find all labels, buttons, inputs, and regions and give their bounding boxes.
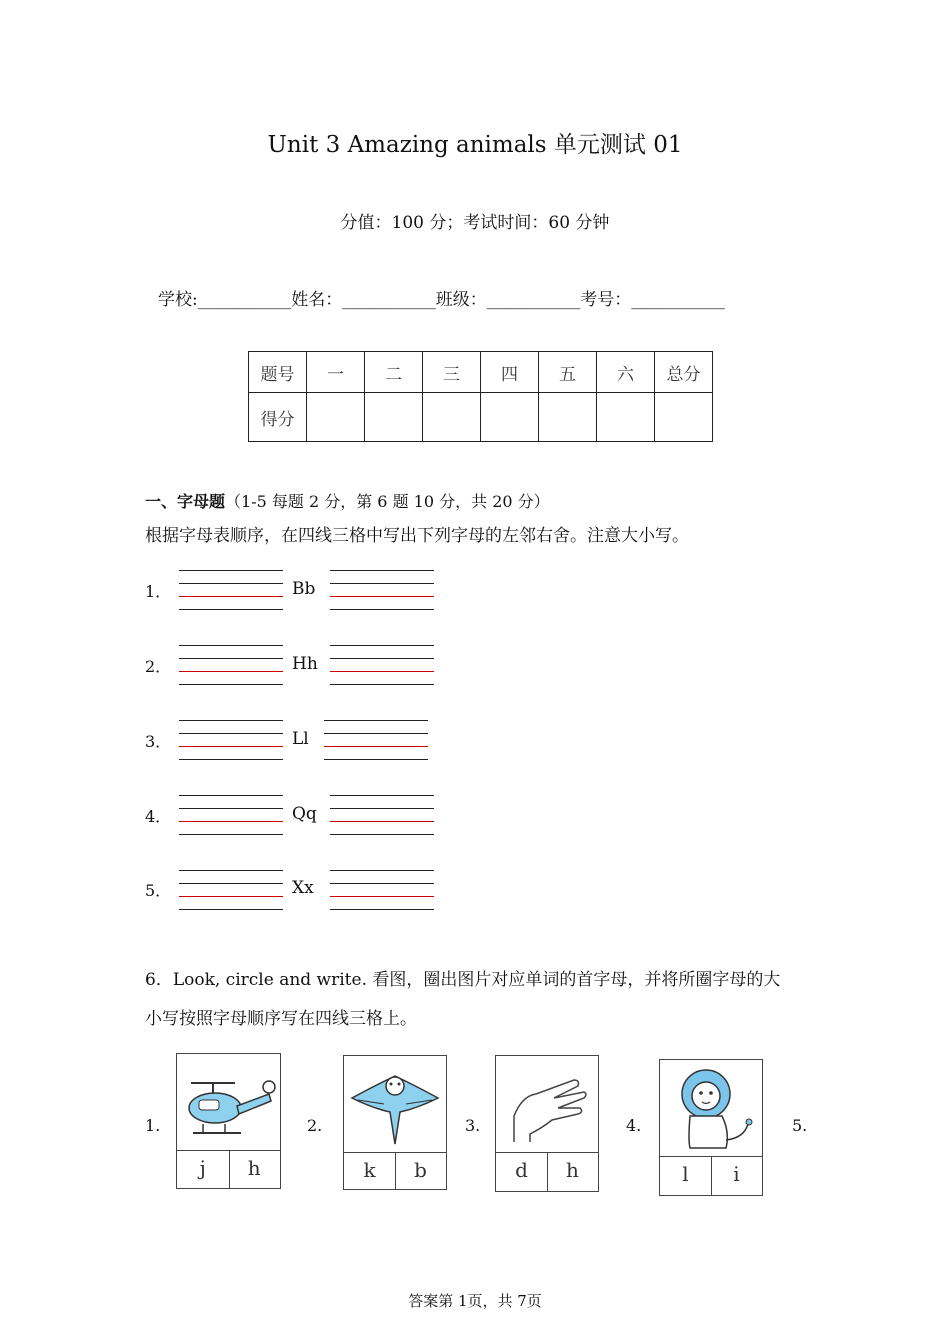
four-line-grid[interactable]: [179, 645, 283, 685]
score-table: [248, 351, 713, 442]
four-line-grid[interactable]: [330, 795, 434, 835]
item-number: 4．: [145, 807, 172, 826]
four-line-grid[interactable]: [324, 720, 428, 760]
hand-icon: [496, 1056, 598, 1153]
item-number: 2．: [145, 657, 172, 676]
kite-icon: [344, 1056, 446, 1153]
picture-number: 3.: [465, 1116, 481, 1135]
picture-number: 5.: [792, 1116, 808, 1135]
four-line-grid[interactable]: [179, 795, 283, 835]
circle-choice-left[interactable]: j: [177, 1150, 230, 1188]
picture-number: 1.: [145, 1116, 161, 1135]
q6-instruction-line1: 6．Look, circle and write. 看图，圈出图片对应单词的首字母，并将所圈字母的大: [145, 970, 781, 990]
four-line-grid[interactable]: [179, 870, 283, 910]
score-table-header-row: [249, 352, 713, 393]
picture-card: [659, 1059, 763, 1196]
circle-choice-right[interactable]: h: [247, 1156, 261, 1180]
picture-card: [495, 1055, 599, 1192]
score-input-cell[interactable]: [481, 393, 539, 442]
score-input-cell[interactable]: [423, 393, 481, 442]
score-input-cell[interactable]: [597, 393, 655, 442]
score-input-cell[interactable]: [539, 393, 597, 442]
score-header-cell: 四: [481, 352, 539, 393]
score-header-cell: 二: [365, 352, 423, 393]
student-info-line: 学校:___________姓名：___________班级：___________考号：___________: [158, 290, 725, 310]
section-instruction: 根据字母表顺序，在四线三格中写出下列字母的左邻右舍。注意大小写。: [145, 526, 689, 546]
circle-choice-right[interactable]: h: [566, 1158, 579, 1182]
lion-icon: [660, 1060, 762, 1157]
score-header-cell: 六: [597, 352, 655, 393]
picture-card: [176, 1053, 281, 1189]
score-input-cell[interactable]: [365, 393, 423, 442]
picture-number: 4.: [626, 1116, 642, 1135]
circle-choice-left[interactable]: d: [496, 1152, 548, 1191]
circle-choice-left[interactable]: k: [344, 1152, 396, 1189]
helicopter-icon: [177, 1054, 280, 1151]
score-header-cell: 总分: [655, 352, 713, 393]
four-line-grid[interactable]: [179, 570, 283, 610]
section-heading-title: 一、字母题: [145, 492, 226, 511]
page-footer: 答案第 1页，共 7页: [408, 1292, 542, 1310]
picture-number: 2.: [307, 1116, 323, 1135]
item-number: 1．: [145, 582, 172, 601]
circle-choice-left[interactable]: l: [660, 1156, 712, 1195]
score-input-cell[interactable]: [307, 393, 365, 442]
item-letter: Bb: [292, 579, 316, 599]
section-heading-points: （1-5 每题 2 分，第 6 题 10 分，共 20 分）: [225, 492, 550, 511]
item-number: 5．: [145, 881, 172, 900]
page-title: Unit 3 Amazing animals 单元测试 01: [267, 132, 683, 158]
q6-instruction-line2: 小写按照字母顺序写在四线三格上。: [145, 1009, 417, 1029]
item-letter: Hh: [292, 654, 318, 674]
section-heading: [145, 489, 550, 512]
score-header-cell: 题号: [249, 352, 307, 393]
four-line-grid[interactable]: [330, 645, 434, 685]
circle-choice-right[interactable]: i: [733, 1162, 740, 1186]
four-line-grid[interactable]: [179, 720, 283, 760]
item-number: 3．: [145, 732, 172, 751]
score-header-cell: 一: [307, 352, 365, 393]
four-line-grid[interactable]: [330, 570, 434, 610]
four-line-grid[interactable]: [330, 870, 434, 910]
exam-meta: 分值：100 分；考试时间：60 分钟: [340, 213, 610, 233]
score-input-cell[interactable]: [655, 393, 713, 442]
score-header-cell: 三: [423, 352, 481, 393]
item-letter: Ll: [292, 729, 309, 749]
item-letter: Qq: [292, 804, 317, 824]
score-row-label: 得分: [249, 393, 307, 442]
score-header-cell: 五: [539, 352, 597, 393]
item-letter: Xx: [292, 878, 314, 898]
circle-choice-right[interactable]: b: [414, 1158, 427, 1182]
score-table-score-row: [249, 393, 713, 442]
picture-card: [343, 1055, 447, 1190]
